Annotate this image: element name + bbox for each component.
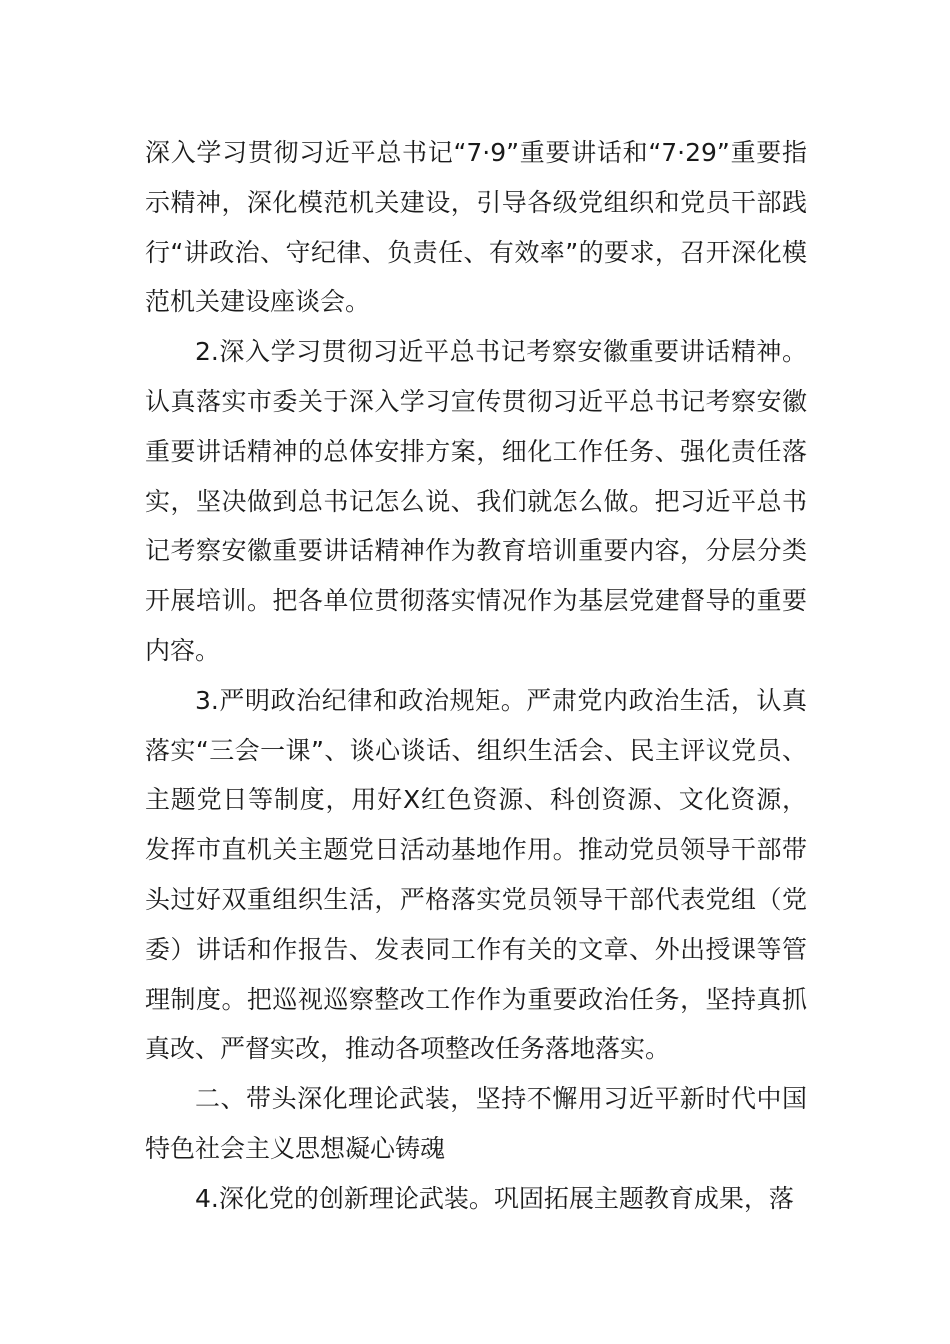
section-heading-2: 二、带头深化理论武装，坚持不懈用习近平新时代中国特色社会主义思想凝心铸魂 bbox=[145, 1084, 807, 1163]
paragraph-continuation: 深入学习贯彻习近平总书记“7·9”重要讲话和“7·29”重要指示精神，深化模范机关建设，引导各级党组织和党员干部践行“讲政治、守纪律、负责任、有效率”的要求，召开深化模范机关建设座谈会。 bbox=[145, 138, 807, 317]
paragraph-item-4: 4.深化党的创新理论武装。巩固拓展主题教育成果，落 bbox=[195, 1183, 794, 1213]
paragraph-item-3: 3.严明政治纪律和政治规矩。严肃党内政治生活，认真落实“三会一课”、谈心谈话、组织生活会、民主评议党员、主题党日等制度，用好X红色资源、科创资源、文化资源，发挥市直机关主题党日活动基地作用。推动党员领导干部带头过好双重组织生活，严格落实党员领导干部代表党组（党委）讲话和作报告、发表同工作有关的文章、外出授课等管理制度。把巡视巡察整改工作作为重要政治任务，坚持真抓真改、严督实改，推动各项整改任务落地落实。 bbox=[145, 685, 807, 1064]
document-body bbox=[145, 128, 807, 1224]
paragraph-item-2: 2.深入学习贯彻习近平总书记考察安徽重要讲话精神。认真落实市委关于深入学习宣传贯彻习近平总书记考察安徽重要讲话精神的总体安排方案，细化工作任务、强化责任落实，坚决做到总书记怎么说、我们就怎么做。把习近平总书记考察安徽重要讲话精神作为教育培训重要内容，分层分类开展培训。把各单位贯彻落实情况作为基层党建督导的重要内容。 bbox=[145, 337, 807, 665]
